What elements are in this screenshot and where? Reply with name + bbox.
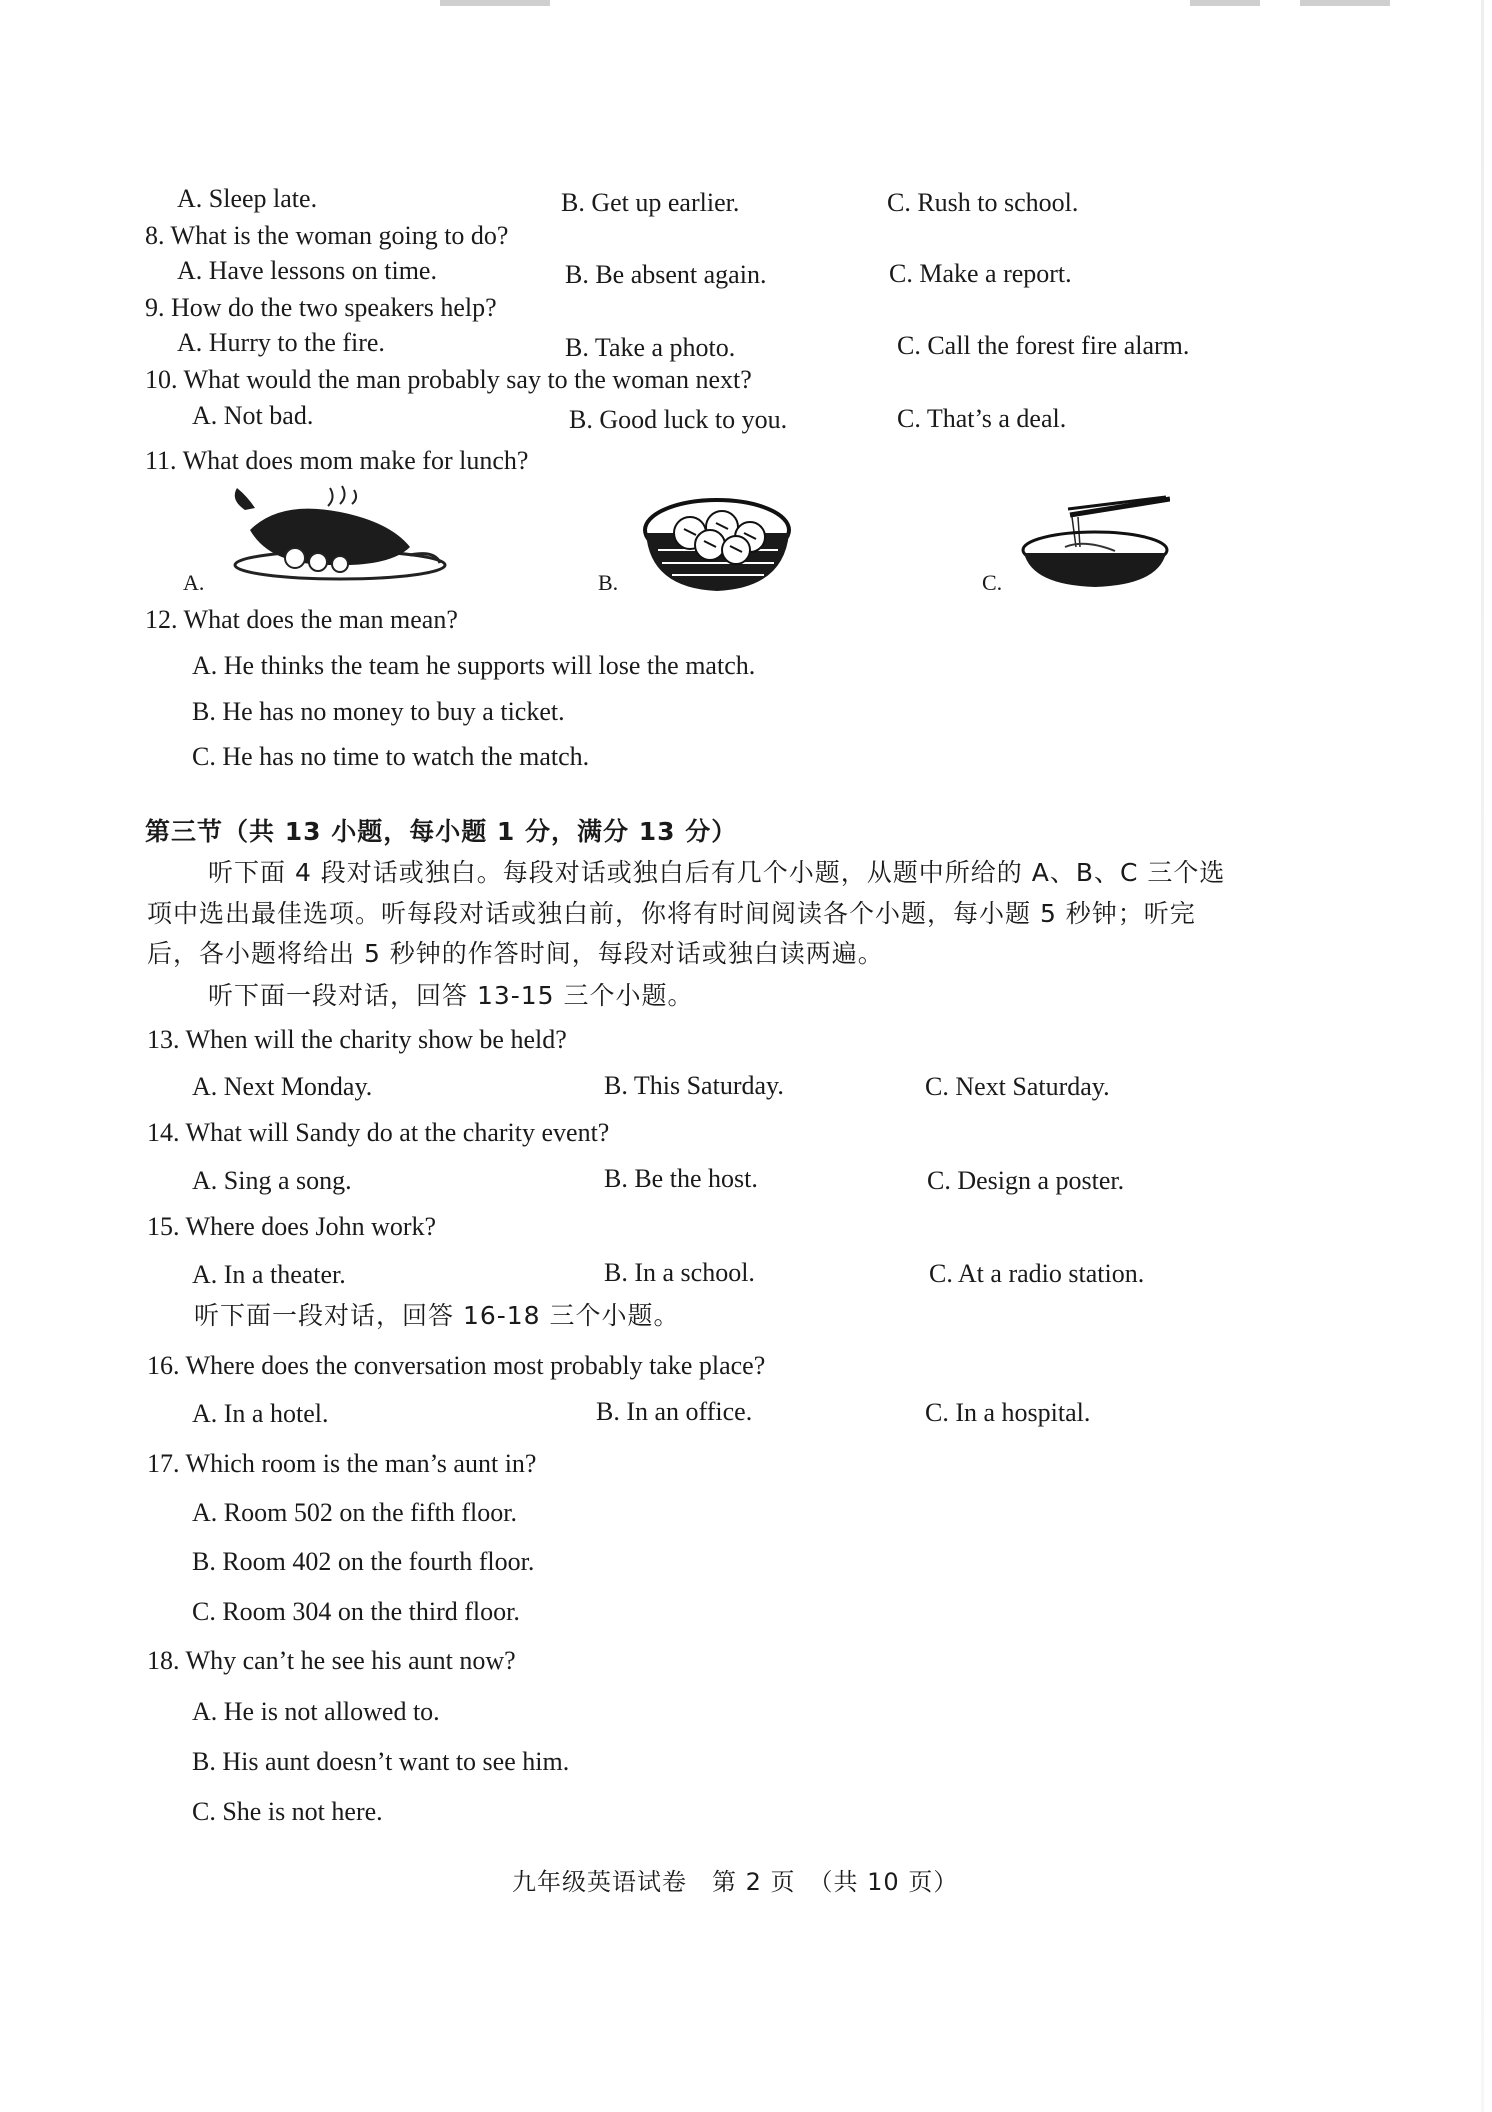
q15-option-c: C. At a radio station. <box>929 1259 1145 1288</box>
q17-stem <box>147 1448 536 1480</box>
q12-stem <box>145 604 458 636</box>
q9-option-c: C. Call the forest fire alarm. <box>897 331 1190 360</box>
q9-stem <box>145 292 497 324</box>
q15-stem <box>147 1211 436 1243</box>
section3-instruction-line1: 听下面 4 段对话或独白。每段对话或独白后有几个小题，从题中所给的 A、B、C 三个选 <box>208 858 1226 887</box>
q13-stem <box>147 1024 567 1056</box>
q11-number: 11. <box>145 446 177 475</box>
q9-option-b: B. Take a photo. <box>565 333 736 362</box>
q18-option-c: C. She is not here. <box>192 1797 383 1826</box>
q15-option-a: A. In a theater. <box>192 1260 346 1289</box>
q16-option-b: B. In an office. <box>596 1397 753 1426</box>
q16-text: Where does the conversation most probably take place? <box>185 1351 766 1380</box>
q9-text: How do the two speakers help? <box>171 293 497 322</box>
q17-option-a: A. Room 502 on the fifth floor. <box>192 1498 517 1527</box>
q16-option-c: C. In a hospital. <box>925 1398 1091 1427</box>
q10-text: What would the man probably say to the woman next? <box>183 365 752 394</box>
scan-mark <box>1190 0 1260 6</box>
q8-option-b: B. Be absent again. <box>565 260 767 289</box>
q7-option-a: A. Sleep late. <box>177 184 318 213</box>
scan-mark <box>1300 0 1390 6</box>
q13-option-a: A. Next Monday. <box>192 1072 373 1101</box>
q11-text: What does mom make for lunch? <box>182 446 529 475</box>
q18-option-a: A. He is not allowed to. <box>192 1697 440 1726</box>
q17-number: 17. <box>147 1449 180 1478</box>
q16-stem <box>147 1350 765 1382</box>
q10-number: 10. <box>145 365 178 394</box>
q14-option-c: C. Design a poster. <box>927 1166 1125 1195</box>
q18-option-b: B. His aunt doesn’t want to see him. <box>192 1747 570 1776</box>
page-footer: 九年级英语试卷 第 2 页 （共 10 页） <box>512 1868 959 1896</box>
q13-option-c: C. Next Saturday. <box>925 1072 1110 1101</box>
section3-instruction-line2: 项中选出最佳选项。听每段对话或独白前，你将有时间阅读各个小题，每小题 5 秒钟；听完 <box>147 899 1196 928</box>
q15-text: Where does John work? <box>185 1212 437 1241</box>
q11-picture-label-c: C. <box>982 570 1003 595</box>
q10-stem <box>145 364 752 396</box>
q18-text: Why can’t he see his aunt now? <box>185 1646 516 1675</box>
q10-option-b: B. Good luck to you. <box>569 405 788 434</box>
q17-option-c: C. Room 304 on the third floor. <box>192 1597 520 1626</box>
q11-picture-label-b: B. <box>598 570 619 595</box>
q11-stem <box>145 445 528 477</box>
noodle-bowl-icon <box>1010 495 1170 590</box>
roast-chicken-icon <box>210 480 450 590</box>
q9-option-a: A. Hurry to the fire. <box>177 328 385 357</box>
q12-option-b: B. He has no money to buy a ticket. <box>192 697 565 726</box>
q17-option-b: B. Room 402 on the fourth floor. <box>192 1547 535 1576</box>
q11-picture-label-a: A. <box>183 570 205 595</box>
q14-option-a: A. Sing a song. <box>192 1166 352 1195</box>
scan-mark <box>440 0 550 6</box>
q15-option-b: B. In a school. <box>604 1258 755 1287</box>
q8-option-a: A. Have lessons on time. <box>177 256 437 285</box>
q14-option-b: B. Be the host. <box>604 1164 758 1193</box>
q12-option-c: C. He has no time to watch the match. <box>192 742 590 771</box>
q8-option-c: C. Make a report. <box>889 259 1072 288</box>
section3-heading: 第三节（共 13 小题，每小题 1 分，满分 13 分） <box>145 817 738 846</box>
q12-number: 12. <box>145 605 178 634</box>
q12-text: What does the man mean? <box>183 605 458 634</box>
q14-stem <box>147 1117 609 1149</box>
q10-option-a: A. Not bad. <box>192 401 314 430</box>
q10-option-c: C. That’s a deal. <box>897 404 1067 433</box>
page-fold <box>1481 0 1484 2112</box>
q16-option-a: A. In a hotel. <box>192 1399 329 1428</box>
q9-number: 9. <box>145 293 165 322</box>
q7-option-b: B. Get up earlier. <box>561 188 740 217</box>
q8-text: What is the woman going to do? <box>170 221 509 250</box>
dialog2-note: 听下面一段对话，回答 16-18 三个小题。 <box>194 1301 680 1330</box>
q13-option-b: B. This Saturday. <box>604 1071 784 1100</box>
section3-instruction-line3: 后，各小题将给出 5 秒钟的作答时间，每段对话或独白读两遍。 <box>147 939 884 968</box>
q16-number: 16. <box>147 1351 180 1380</box>
q12-option-a: A. He thinks the team he supports will lose the match. <box>192 651 756 680</box>
q14-number: 14. <box>147 1118 180 1147</box>
q13-text: When will the charity show be held? <box>185 1025 567 1054</box>
q15-number: 15. <box>147 1212 180 1241</box>
q17-text: Which room is the man’s aunt in? <box>185 1449 537 1478</box>
dumplings-bowl-icon <box>640 495 795 595</box>
q7-option-c: C. Rush to school. <box>887 188 1079 217</box>
q18-stem <box>147 1645 516 1677</box>
dialog1-note: 听下面一段对话，回答 13-15 三个小题。 <box>208 981 694 1010</box>
q14-text: What will Sandy do at the charity event? <box>185 1118 610 1147</box>
q8-stem <box>145 220 508 252</box>
q18-number: 18. <box>147 1646 180 1675</box>
q13-number: 13. <box>147 1025 180 1054</box>
q8-number: 8. <box>145 221 165 250</box>
